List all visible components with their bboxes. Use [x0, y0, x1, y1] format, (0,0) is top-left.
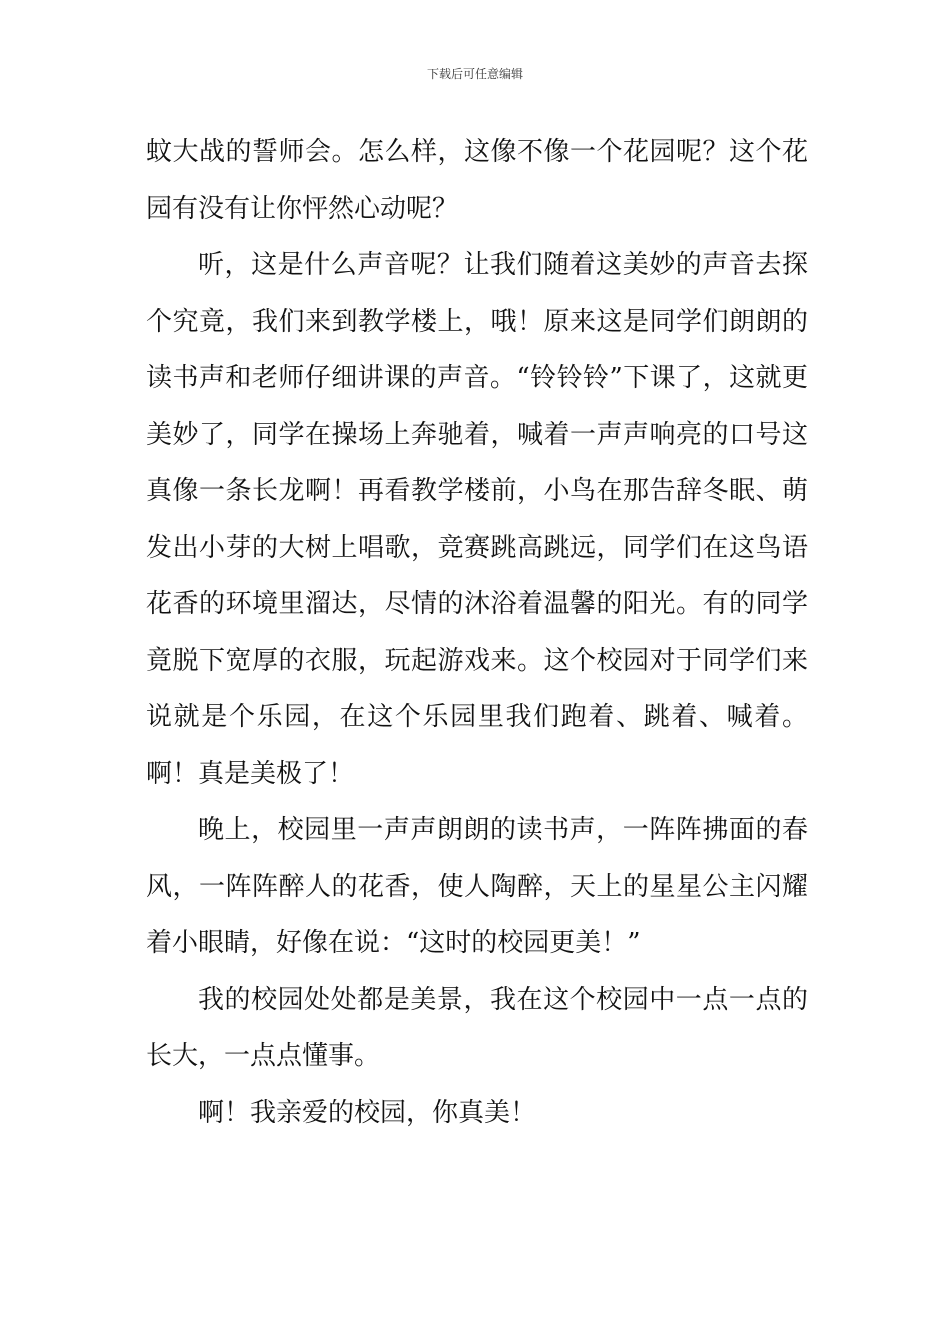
- paragraph-4: 我的校园处处都是美景，我在这个校园中一点一点的长大，一点点懂事。: [146, 984, 808, 1071]
- paragraph-2: 听，这是什么声音呢？让我们随着这美妙的声音去探个究竟，我们来到教学楼上，哦！原来这是同学们朗朗的读书声和老师仔细讲课的声音。“铃铃铃”下课了，这就更美妙了，同学在操场上奔驰着，喊着一声声响亮的口号这真像一条长龙啊！再看教学楼前，小鸟在那告辞冬眠、萌发出小芽的大树上唱歌，竞赛跳高跳远，同学们在这鸟语花香的环境里溜达，尽情的沐浴着温馨的阳光。有的同学竟脱下宽厚的衣服，玩起游戏来。这个校园对于同学们来说就是个乐园，在这个乐园里我们跑着、跳着、喊着。啊！真是美极了！: [146, 250, 808, 789]
- document-body: [146, 124, 808, 1141]
- page-header: 下载后可任意编辑: [426, 67, 523, 81]
- paragraph-1: 蚊大战的誓师会。怎么样，这像不像一个花园呢？这个花园有没有让你怦然心动呢？: [146, 137, 808, 224]
- paragraph-3: 晚上，校园里一声声朗朗的读书声，一阵阵拂面的春风，一阵阵醉人的花香，使人陶醉，天上的星星公主闪耀着小眼睛，好像在说：“这时的校园更美！”: [146, 815, 808, 958]
- paragraph-5: 啊！我亲爱的校园，你真美！: [198, 1097, 537, 1128]
